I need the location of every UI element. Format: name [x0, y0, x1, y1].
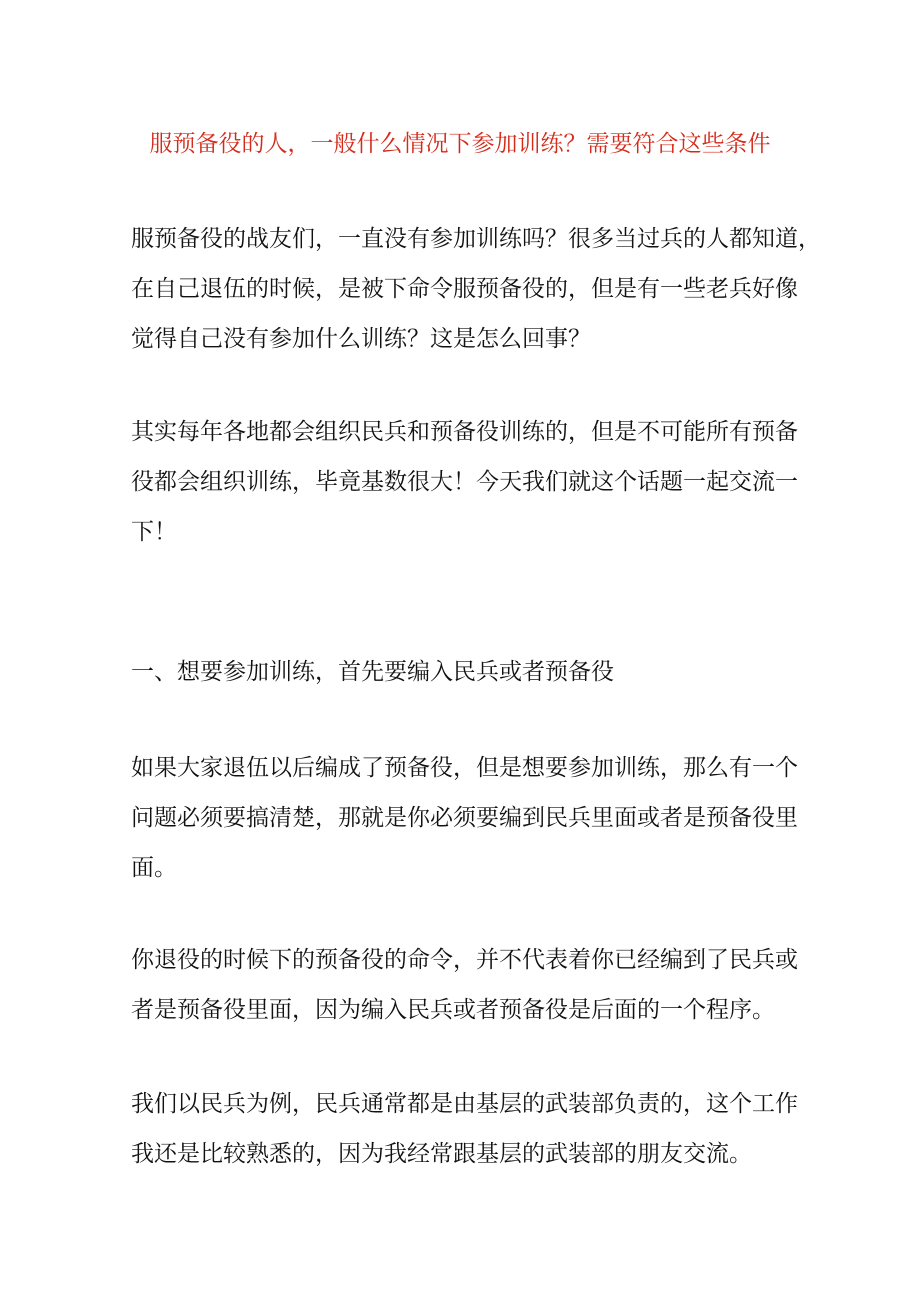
section-heading: 一、想要参加训练，首先要编入民兵或者预备役	[131, 659, 614, 685]
paragraph-line: 如果大家退伍以后编成了预备役，但是想要参加训练，那么有一个	[131, 755, 798, 781]
paragraph-line: 面。	[131, 855, 177, 881]
document-title: 服预备役的人，一般什么情况下参加训练？需要符合这些条件	[149, 131, 771, 157]
paragraph-line: 服预备役的战友们，一直没有参加训练吗？很多当过兵的人都知道，	[131, 226, 821, 252]
paragraph-line: 你退役的时候下的预备役的命令，并不代表着你已经编到了民兵或	[131, 947, 798, 973]
paragraph-line: 其实每年各地都会组织民兵和预备役训练的，但是不可能所有预备	[131, 419, 798, 445]
paragraph-section-2	[131, 935, 796, 1035]
paragraph-line: 役都会组织训练，毕竟基数很大！今天我们就这个话题一起交流一	[131, 469, 798, 495]
paragraph-intro	[131, 214, 821, 364]
paragraph-section-1	[131, 743, 796, 893]
paragraph-section-3	[131, 1079, 796, 1179]
paragraph-line: 觉得自己没有参加什么训练？这是怎么回事？	[131, 326, 591, 352]
paragraph-line: 问题必须要搞清楚，那就是你必须要编到民兵里面或者是预备役里	[131, 805, 798, 831]
paragraph-line: 者是预备役里面，因为编入民兵或者预备役是后面的一个程序。	[131, 997, 775, 1023]
paragraph-line: 我还是比较熟悉的，因为我经常跟基层的武装部的朋友交流。	[131, 1141, 752, 1167]
paragraph-context	[131, 407, 796, 557]
paragraph-line: 我们以民兵为例，民兵通常都是由基层的武装部负责的，这个工作	[131, 1091, 798, 1117]
paragraph-line: 下！	[131, 519, 177, 545]
paragraph-line: 在自己退伍的时候，是被下命令服预备役的，但是有一些老兵好像	[131, 276, 798, 302]
